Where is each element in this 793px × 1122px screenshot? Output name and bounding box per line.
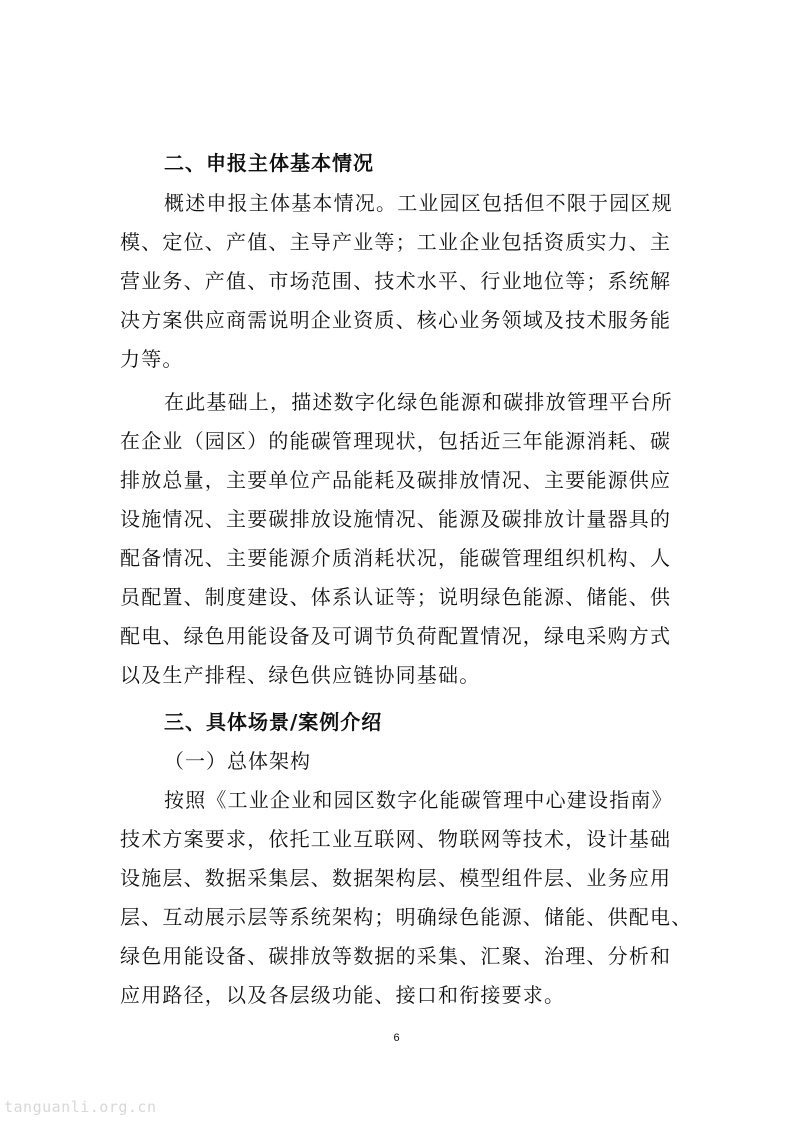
section-heading-case-intro: 三、具体场景/案例介绍 xyxy=(164,710,383,734)
subsection-heading-architecture: （一）总体架构 xyxy=(164,749,311,773)
text-line: 决方案供应商需说明企业资质、核心业务领域及技术服务能 xyxy=(120,308,672,332)
page-number: 6 xyxy=(393,1032,400,1044)
watermark-text: tanguanli.org.cn xyxy=(4,1098,157,1116)
text-line: 应用路径，以及各层级功能、接口和衔接要求。 xyxy=(120,983,566,1007)
text-line: 排放总量，主要单位产品能耗及碳排放情况、主要能源供应 xyxy=(120,468,672,492)
text-line: 概述申报主体基本情况。工业园区包括但不限于园区规 xyxy=(164,191,673,215)
text-line: 设施层、数据采集层、数据架构层、模型组件层、业务应用 xyxy=(120,866,672,890)
paragraph-management-status xyxy=(120,383,680,695)
text-line: 在此基础上，描述数字化绿色能源和碳排放管理平台所 xyxy=(164,390,673,414)
text-line: 以及生产排程、绿色供应链协同基础。 xyxy=(120,663,481,687)
text-line: 按照《工业企业和园区数字化能碳管理中心建设指南》 xyxy=(164,788,673,812)
text-line: 在企业（园区）的能碳管理现状，包括近三年能源消耗、碳 xyxy=(120,429,672,453)
section-heading-basic-info: 二、申报主体基本情况 xyxy=(164,151,374,175)
text-line: 绿色用能设备、碳排放等数据的采集、汇聚、治理、分析和 xyxy=(120,944,672,968)
paragraph-basic-overview xyxy=(120,184,680,379)
text-line: 配电、绿色用能设备及可调节负荷配置情况，绿电采购方式 xyxy=(120,624,672,648)
text-line: 设施情况、主要碳排放设施情况、能源及碳排放计量器具的 xyxy=(120,507,672,531)
text-line: 力等。 xyxy=(120,347,184,371)
text-line: 技术方案要求，依托工业互联网、物联网等技术，设计基础 xyxy=(120,827,672,851)
text-line: 配备情况、主要能源介质消耗状况，能碳管理组织机构、人 xyxy=(120,546,672,570)
text-line: 营业务、产值、市场范围、技术水平、行业地位等；系统解 xyxy=(120,269,672,293)
text-line: 员配置、制度建设、体系认证等；说明绿色能源、储能、供 xyxy=(120,585,672,609)
text-line: 模、定位、产值、主导产业等；工业企业包括资质实力、主 xyxy=(120,230,672,254)
text-line: 层、互动展示层等系统架构；明确绿色能源、储能、供配电、 xyxy=(120,905,693,929)
paragraph-architecture xyxy=(120,781,693,1015)
